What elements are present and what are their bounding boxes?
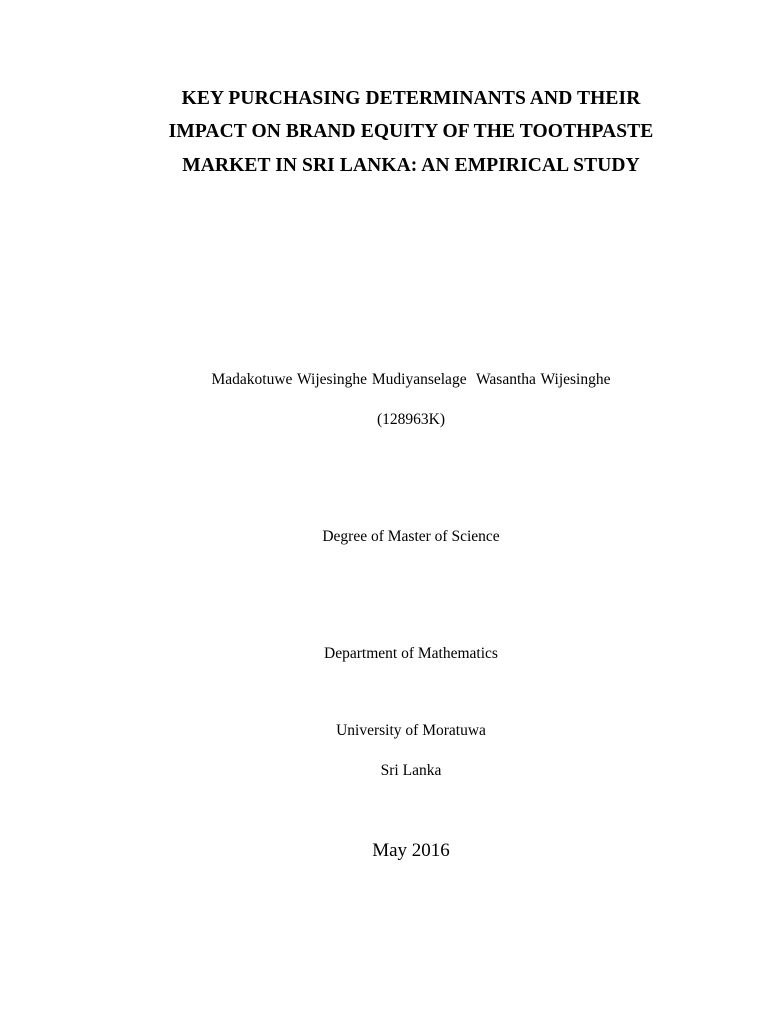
thesis-title-line-2: IMPACT ON BRAND EQUITY OF THE TOOTHPASTE [168, 121, 654, 142]
thesis-title-line-3: MARKET IN SRI LANKA: AN EMPIRICAL STUDY [182, 155, 640, 176]
submission-date: May 2016 [372, 840, 450, 861]
department-name: Department of Mathematics [324, 645, 498, 662]
thesis-title-line-1: KEY PURCHASING DETERMINANTS AND THEIR [181, 88, 641, 109]
university-name: University of Moratuwa [336, 722, 486, 739]
country-name: Sri Lanka [380, 762, 442, 779]
registration-number: (128963K) [376, 411, 446, 428]
degree-name: Degree of Master of Science [322, 528, 500, 545]
author-name: Madakotuwe Wijesinghe Mudiyanselage Wasantha Wijesinghe [211, 371, 611, 388]
